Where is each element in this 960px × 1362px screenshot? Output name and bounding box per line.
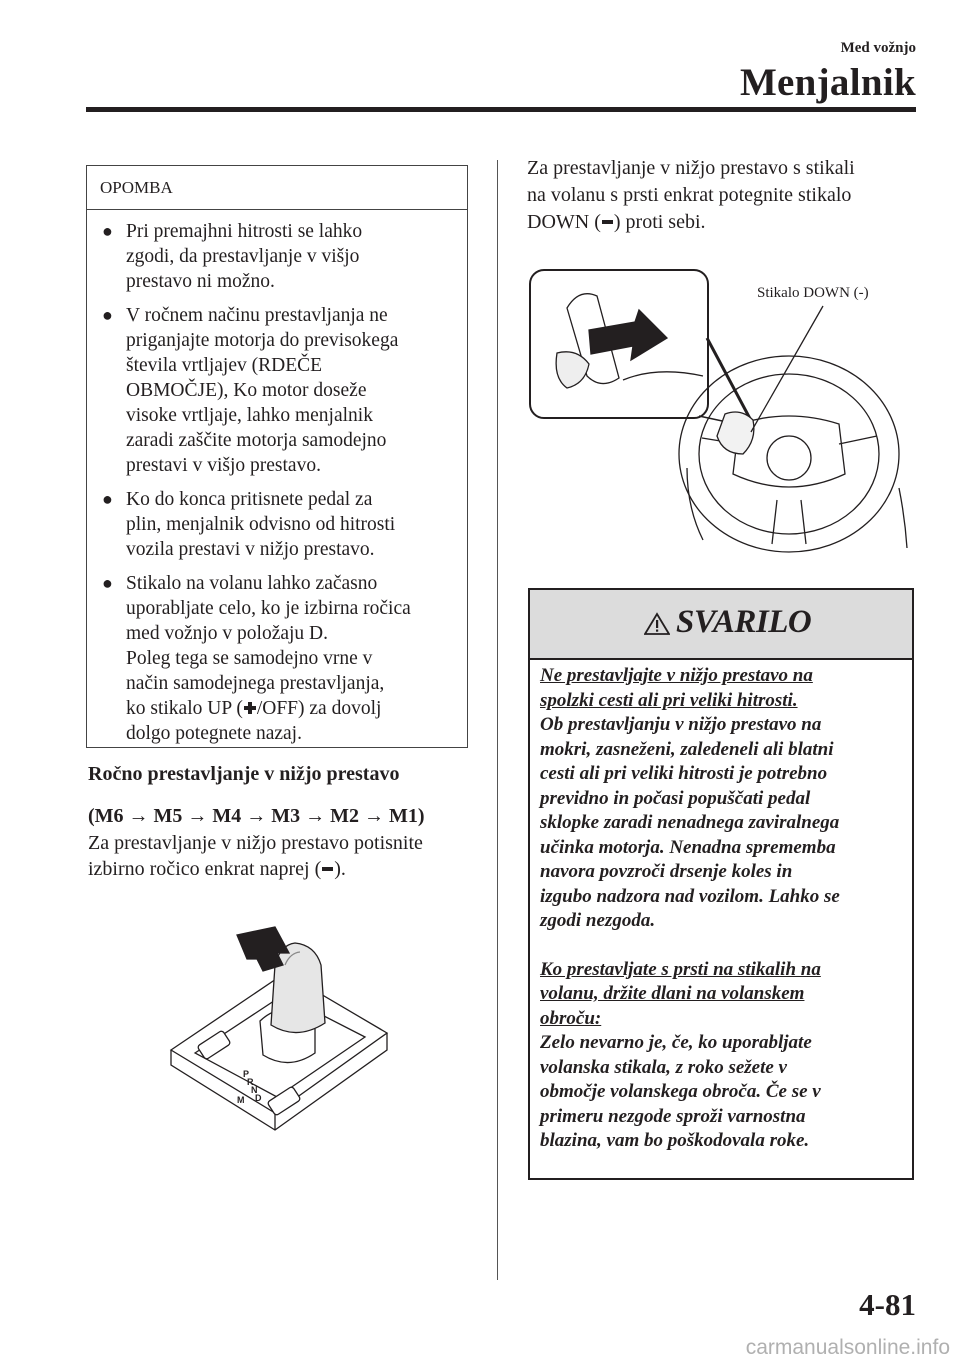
warning-heading-line: Ne prestavljajte v nižjo prestavo na bbox=[540, 665, 813, 686]
note-line: visoke vrtljaje, lahko menjalnik bbox=[126, 405, 373, 426]
warning-text bbox=[540, 664, 906, 1154]
warning-heading-line: spolzki cesti ali pri veliki hitrosti. bbox=[540, 689, 798, 711]
warning-line: Ob prestavljanju v nižjo prestavo na bbox=[540, 714, 822, 735]
note-title: OPOMBA bbox=[100, 178, 173, 197]
warning-line: blazina, vam bo poškodovala roke. bbox=[540, 1130, 810, 1151]
minus-icon bbox=[602, 220, 613, 224]
paragraph-gap bbox=[540, 934, 906, 958]
column-divider bbox=[497, 160, 498, 1280]
note-line: dolgo potegnete nazaj. bbox=[126, 723, 302, 744]
note-line: OBMOČJE), Ko motor doseže bbox=[126, 380, 367, 401]
left-body-text bbox=[88, 830, 423, 882]
warning-line: cesti ali pri veliki hitrosti je potrebno bbox=[540, 763, 828, 784]
note-line: zgodi, da prestavljanje v višjo bbox=[126, 246, 360, 267]
note-line: plin, menjalnik odvisno od hitrosti bbox=[126, 514, 396, 535]
driver-hand bbox=[717, 412, 754, 454]
note-line: uporabljate celo, ko je izbirna ročica bbox=[126, 598, 411, 619]
figure-callout-label: Stikalo DOWN (-) bbox=[757, 285, 869, 301]
right-body-text bbox=[527, 155, 855, 236]
bullet-icon: ● bbox=[102, 305, 113, 325]
header-rule bbox=[86, 107, 916, 112]
note-line: Ko do konca pritisnete pedal za bbox=[126, 489, 373, 510]
gear-label: N bbox=[251, 1085, 258, 1095]
note-line bbox=[126, 696, 461, 721]
note-line: način samodejnega prestavljanja, bbox=[126, 673, 385, 694]
warning-heading-line: volanu, držite dlani na volanskem bbox=[540, 983, 805, 1004]
shift-sequence: (M6 → M5 → M4 → M3 → M2 → M1) bbox=[88, 805, 425, 827]
warning-line: sklopke zaradi nenadnega zaviralnega bbox=[540, 812, 840, 833]
body-line bbox=[88, 856, 423, 882]
chapter-title: Menjalnik bbox=[739, 61, 916, 104]
note-line: vozila prestavi v nižjo prestavo. bbox=[126, 539, 375, 560]
warning-line: zgodi nezgoda. bbox=[540, 910, 656, 931]
note-line: Pri premajhni hitrosti se lahko bbox=[126, 221, 363, 242]
body-line bbox=[527, 209, 855, 236]
body-line: Za prestavljanje v nižjo prestavo potisnite bbox=[88, 832, 423, 854]
note-line: prestavo ni možno. bbox=[126, 271, 275, 292]
bullet-icon: ● bbox=[102, 489, 113, 509]
plus-icon bbox=[244, 702, 256, 714]
note-item bbox=[100, 487, 461, 562]
gear-label: R bbox=[247, 1077, 254, 1087]
note-text: ko stikalo UP ( bbox=[126, 698, 243, 719]
callout-line bbox=[751, 306, 823, 432]
warning-line: območje volanskega obroča. Če se v bbox=[540, 1081, 821, 1102]
minus-icon bbox=[322, 867, 333, 871]
bullet-icon: ● bbox=[102, 221, 113, 241]
note-item bbox=[100, 571, 461, 746]
warning-line: učinka motorja. Nenadna sprememba bbox=[540, 836, 836, 858]
body-line: Za prestavljanje v nižjo prestavo s stikali bbox=[527, 157, 855, 179]
note-line: zaradi zaščite motorja samodejno bbox=[126, 430, 387, 451]
warning-line: Zelo nevarno je, če, ko uporabljate bbox=[540, 1032, 812, 1053]
gear-label: M bbox=[237, 1095, 245, 1105]
note-list bbox=[100, 219, 461, 755]
note-line: Poleg tega se samodejno vrne v bbox=[126, 648, 373, 669]
watermark: carmanualsonline.info bbox=[745, 1336, 950, 1359]
gear-label: P bbox=[243, 1069, 250, 1079]
warning-line: volanska stikala, z roko sežete v bbox=[540, 1056, 787, 1078]
warning-heading-line: Ko prestavljate s prsti na stikalih na bbox=[540, 958, 821, 980]
page-number: 4-81 bbox=[859, 1287, 916, 1322]
warning-line: mokri, zasneženi, zaledeneli ali blatni bbox=[540, 738, 834, 760]
note-item bbox=[100, 303, 461, 478]
note-text: /OFF) za dovolj bbox=[256, 698, 382, 719]
note-line: priganjajte motorja do previsokega bbox=[126, 330, 399, 351]
body-text: ) proti sebi. bbox=[613, 211, 706, 233]
warning-heading-line: obroču: bbox=[540, 1007, 602, 1029]
warning-line: primeru nezgode sproži varnostna bbox=[540, 1105, 806, 1127]
body-text: izbirno ročico enkrat naprej ( bbox=[88, 858, 322, 880]
note-line: števila vrtljajev (RDEČE bbox=[126, 355, 323, 376]
subheading: Ročno prestavljanje v nižjo prestavo bbox=[88, 763, 400, 785]
body-text: ). bbox=[334, 858, 346, 880]
warning-line: navora povzroči drsenje koles in bbox=[540, 861, 793, 882]
body-line: na volanu s prsti enkrat potegnite stikalo bbox=[527, 184, 852, 206]
warning-line: previdno in počasi popuščati pedal bbox=[540, 787, 811, 809]
section-name: Med vožnjo bbox=[840, 40, 916, 56]
steering-wheel-illustration bbox=[527, 268, 917, 558]
note-line: med vožnjo v položaju D. bbox=[126, 623, 328, 644]
note-box bbox=[86, 165, 468, 748]
bullet-icon: ● bbox=[102, 573, 113, 593]
warning-box bbox=[528, 588, 914, 1180]
direction-arrow-icon bbox=[237, 927, 289, 971]
note-line: V ročnem načinu prestavljanja ne bbox=[126, 305, 388, 326]
note-header bbox=[87, 166, 467, 210]
warning-header bbox=[530, 590, 912, 660]
body-text: DOWN ( bbox=[527, 211, 601, 233]
gear-label: D bbox=[255, 1093, 262, 1103]
gear-shifter-illustration bbox=[165, 925, 395, 1165]
note-line: prestavi v višjo prestavo. bbox=[126, 455, 321, 476]
warning-line: izgubo nadzora nad vozilom. Lahko se bbox=[540, 885, 840, 907]
note-item bbox=[100, 219, 461, 294]
warning-title: SVARILO bbox=[676, 604, 812, 640]
note-line: Stikalo na volanu lahko začasno bbox=[126, 573, 378, 594]
warning-triangle-icon bbox=[644, 612, 670, 636]
wheel-spoke-inset bbox=[623, 372, 703, 380]
